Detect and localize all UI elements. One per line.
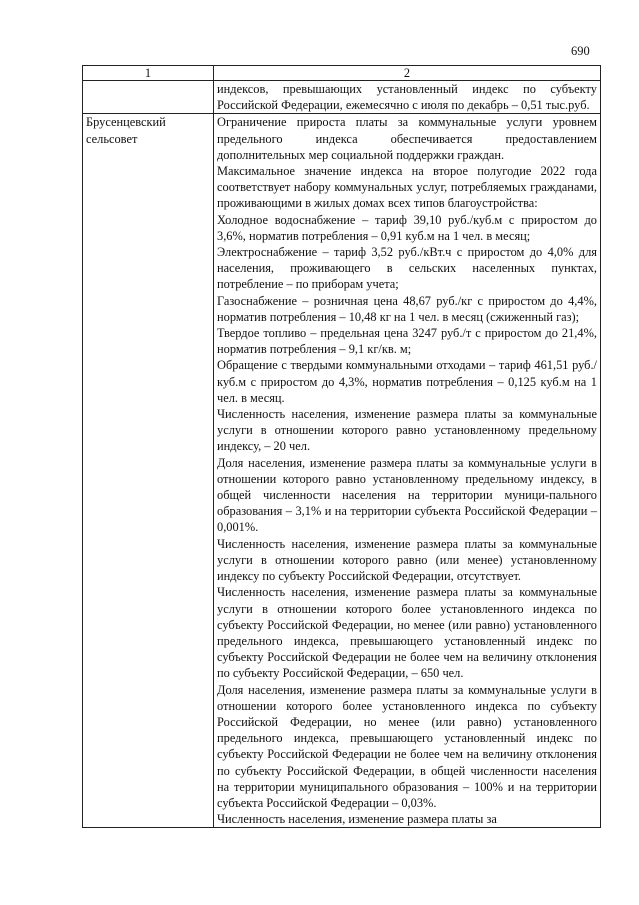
page-number: 690 <box>571 44 590 58</box>
paragraph: Численность населения, изменение размера платы за коммунальные услуги в отношении которого равно (или менее) установленному индексу по субъекту Российской Федерации, отсутствует. <box>217 536 597 584</box>
paragraph: Доля населения, изменение размера платы за коммунальные услуги в отношении которого равно установленному предельному индексу, в общей численности населения на территории муници-пального образования – 3,1% и на территории субъекта Российской Федерации – 0,001%. <box>217 455 597 535</box>
document-table <box>82 65 601 828</box>
paragraph: Электроснабжение – тариф 3,52 руб./кВт.ч с приростом до 4,0% для населения, проживающего в сельских населенных пунктах, потребление – по приборам учета; <box>217 245 597 292</box>
paragraph: Ограничение прироста платы за коммунальные услуги уровнем предельного индекса обеспечивается предоставлением дополнительных мер социальной поддержки граждан. <box>217 115 597 162</box>
paragraph: Газоснабжение – розничная цена 48,67 руб./кг с приростом до 4,4%, норматив потребления – 10,48 кг на 1 чел. в месяц (сжиженный газ); <box>217 293 597 324</box>
municipality-cell <box>83 81 214 114</box>
table-header-row <box>83 66 601 81</box>
paragraph: индексов, превышающих установленный индекс по субъекту Российской Федерации, ежемесячно с июля по декабрь – 0,51 тыс.руб. <box>217 82 597 113</box>
paragraph: Обращение с твердыми коммунальными отходами – тариф 461,51 руб./куб.м с приростом до 4,3%, норматив потребления – 0,125 куб.м на 1 чел. в месяц. <box>217 358 597 405</box>
paragraph: Максимальное значение индекса на второе полугодие 2022 года соответствует набору коммунальных услуг, потребляемых гражданами, проживающими в жилых домах всех типов благоустройства: <box>217 164 597 211</box>
description-cell <box>214 114 601 828</box>
municipality-cell: Брусенцевский сельсовет <box>83 114 214 828</box>
paragraph: Твердое топливо – предельная цена 3247 руб./т с приростом до 21,4%, норматив потребления – 9,1 кг/кв. м; <box>217 326 597 357</box>
paragraph: Численность населения, изменение размера платы за коммунальные услуги в отношении которого равно установленному предельному индексу, – 20 чел. <box>217 407 597 454</box>
paragraph: Холодное водоснабжение – тариф 39,10 руб./куб.м с приростом до 3,6%, норматив потребления – 0,91 куб.м на 1 чел. в месяц; <box>217 212 597 243</box>
header-cell-1: 1 <box>83 66 214 81</box>
paragraph: Численность населения, изменение размера платы за коммунальные услуги в отношении которого более установленного индекса по субъекту Российской Федерации, но менее (или равно) установленного предельного индекса, превышающего установленный индекс по субъекту Российской Федерации не более чем на величину отклонения по субъекту Российской Федерации, – 650 чел. <box>217 585 597 681</box>
table-row <box>83 114 601 828</box>
description-cell <box>214 81 601 114</box>
header-cell-2: 2 <box>214 66 601 81</box>
table-row <box>83 81 601 114</box>
paragraph: Доля населения, изменение размера платы за коммунальные услуги в отношении которого более установленного индекса по субъекту Российской Федерации, но менее (или равно) установленного предельного индекса, превышающего установленный индекс по субъекту Российской Федерации не более чем на величину отклонения по субъекту Российской Федерации, в общей численности населения на территории муниципального образования – 100% и на территории субъекта Российской Федерации – 0,03%. <box>217 682 597 810</box>
paragraph: Численность населения, изменение размера платы за <box>217 812 497 827</box>
